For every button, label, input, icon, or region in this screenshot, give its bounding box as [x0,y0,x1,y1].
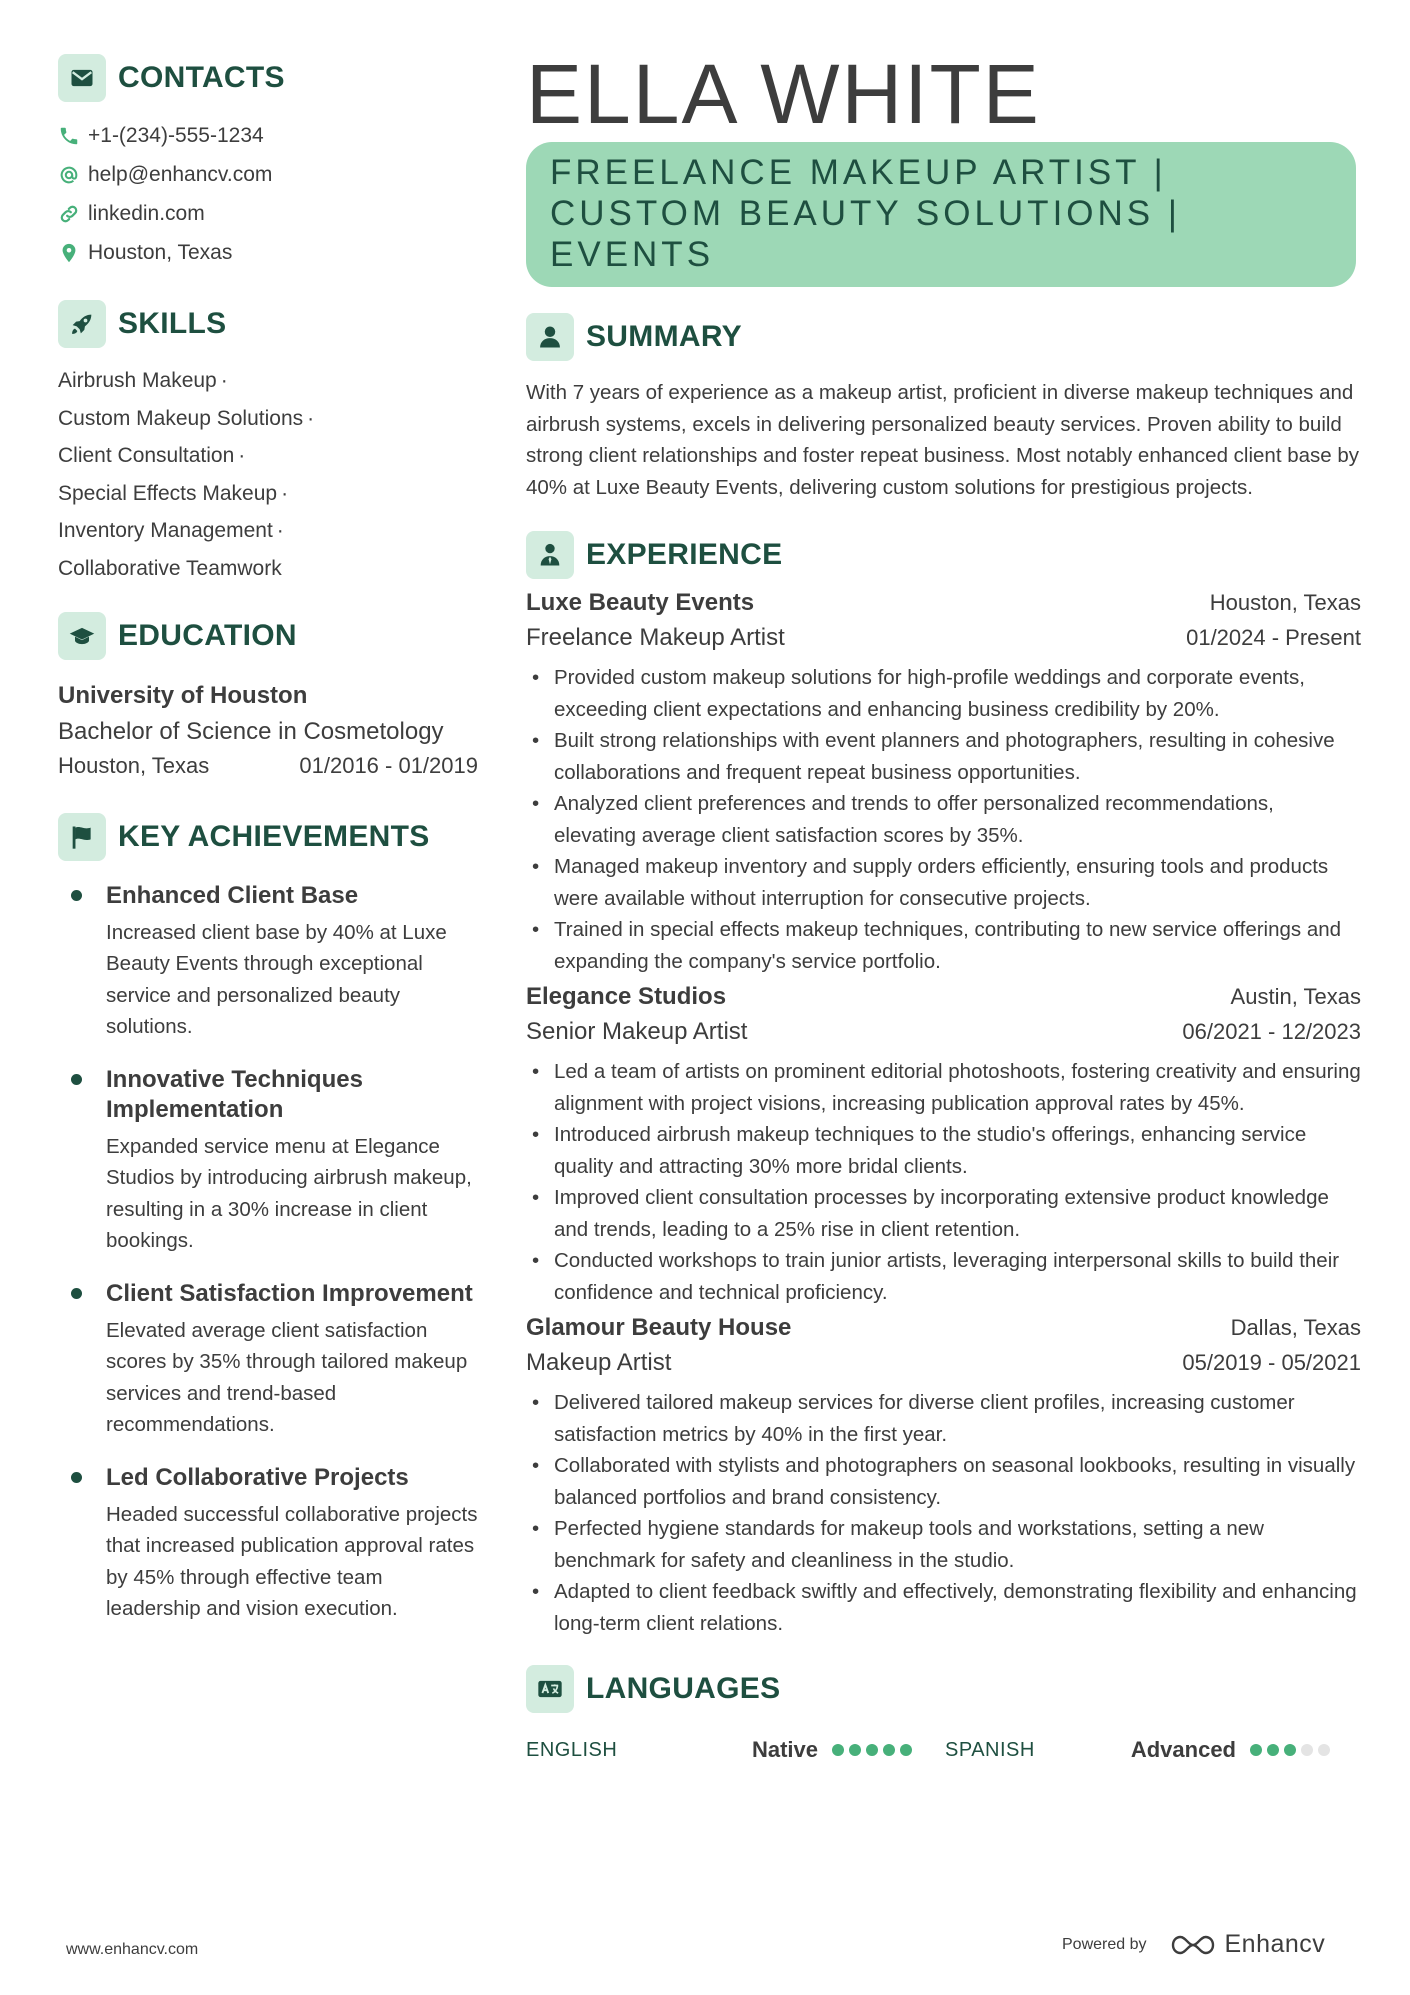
bullet-dot [71,890,82,901]
achievement-item [58,1279,478,1441]
envelope-icon [58,54,106,102]
skill-item: Airbrush Makeup · [58,369,228,392]
job-bullet: • Delivered tailored makeup services for diverse client profiles, increasing customer satisfaction metrics by 40% in the first year. [526,1387,1361,1450]
skill-item: Custom Makeup Solutions · [58,406,315,430]
education-degree: Bachelor of Science in Cosmetology [58,717,444,745]
section-title: SKILLS [118,307,227,340]
job-location: Austin, Texas [1230,984,1361,1009]
achievement-desc: Expanded service menu at Elegance Studios by introducing airbrush makeup, resulting in a 30% increase in client bookings. [106,1134,472,1253]
job-entry [526,983,1361,1308]
contact-location [58,233,478,272]
job-dates: 06/2021 - 12/2023 [1182,1019,1361,1044]
skills-header [58,300,478,348]
job-location: Dallas, Texas [1230,1315,1361,1340]
level-dot-filled [883,1744,895,1756]
summary-text: With 7 years of experience as a makeup artist, proficient in diverse makeup techniques and airbrush systems, excels in delivering personalized beauty services. Proven ability to build strong client relationships and foster repeat business. Most notably enhanced client base by 40% at Luxe Beauty Events, delivering custom solutions for prestigious projects. [526,381,1360,499]
level-dot-empty [1318,1744,1330,1756]
level-dot-empty [1301,1744,1313,1756]
graduation-cap-icon [58,612,106,660]
achievement-title: Enhanced Client Base [106,881,359,909]
language-level: Native [751,1737,818,1762]
job-bullets [526,662,1361,977]
title-band [526,142,1356,287]
level-dot-filled [832,1744,844,1756]
achievement-item [58,1065,478,1257]
job-company: Luxe Beauty Events [526,589,755,616]
user-icon [526,313,574,361]
job-bullets [526,1387,1361,1639]
language-dots [832,1744,917,1756]
level-dot-filled [866,1744,878,1756]
job-bullet: • Trained in special effects makeup techniques, contributing to new service offerings and expanding the company's service portfolio. [526,914,1361,977]
job-entry [526,1314,1361,1639]
job-bullet: • Built strong relationships with event planners and photographers, resulting in cohesive collaborations and frequent repeat business opportunities. [526,725,1361,788]
section-title: LANGUAGES [586,1672,781,1705]
experience-header [526,531,1361,579]
job-company: Glamour Beauty House [526,1314,792,1341]
job-company: Elegance Studios [526,983,727,1010]
bullet-dot [71,1288,82,1299]
education-location: Houston, Texas [58,752,210,778]
achievement-item [58,881,478,1043]
phone-text: +1-(234)-555-1234 [88,123,264,147]
job-entry [526,589,1361,977]
job-bullet: • Collaborated with stylists and photographers on seasonal lookbooks, resulting in visually balanced portfolios and brand consistency. [526,1450,1361,1513]
candidate-title: FREELANCE MAKEUP ARTIST | CUSTOM BEAUTY SOLUTIONS | EVENTS [550,153,1181,274]
achievement-desc: Increased client base by 40% at Luxe Beauty Events through exceptional service and personalized beauty solutions. [106,920,447,1039]
level-dot-filled [1250,1744,1262,1756]
achievements-list [58,881,478,1625]
skill-item: Inventory Management · [58,519,284,543]
location-text: Houston, Texas [88,240,233,264]
rocket-icon [58,300,106,348]
job-location: Houston, Texas [1209,590,1361,615]
linkedin-text: linkedin.com [88,201,205,225]
job-bullets [526,1056,1361,1308]
education-meta [58,753,478,779]
achievement-title: Client Satisfaction Improvement [106,1279,473,1307]
link-icon [58,203,80,225]
language-level: Advanced [1130,1737,1236,1762]
contact-list [58,116,478,272]
job-bullet: • Provided custom makeup solutions for high-profile weddings and corporate events, exceeding client expectations and enhancing business credibility by 20%. [526,662,1361,725]
language-dots [1250,1744,1335,1756]
achievement-title: Led Collaborative Projects [106,1463,409,1491]
left-column [58,54,478,1647]
brand-name: Enhancv [1224,1930,1326,1958]
email-text: help@enhancv.com [88,162,273,186]
powered-by-text: Powered by [1062,1935,1147,1953]
footer-website[interactable]: www.enhancv.com [66,1941,199,1958]
language-name: SPANISH [945,1738,1035,1761]
job-bullet: • Perfected hygiene standards for makeup tools and workstations, setting a new benchmark for safety and cleanliness in the studio. [526,1513,1361,1576]
job-role: Senior Makeup Artist [526,1018,748,1045]
contact-phone[interactable] [58,116,478,155]
summary-header [526,313,1361,361]
enhancv-logo-icon [1169,1932,1217,1958]
section-title: CONTACTS [118,61,285,94]
section-title: EXPERIENCE [586,538,783,571]
phone-icon [58,125,80,147]
skill-item: Client Consultation · [58,444,246,468]
job-role: Makeup Artist [526,1349,672,1376]
skill-item: Collaborative Teamwork [58,556,282,580]
language-name: ENGLISH [526,1738,618,1761]
job-bullet: • Analyzed client preferences and trends to offer personalized recommendations, elevating average client satisfaction scores by 35%. [526,788,1361,851]
map-pin-icon [58,242,80,264]
job-bullet: • Conducted workshops to train junior artists, leveraging interpersonal skills to build their confidence and technical proficiency. [526,1245,1361,1308]
job-dates: 01/2024 - Present [1186,625,1361,650]
level-dot-filled [1284,1744,1296,1756]
job-bullet: • Introduced airbrush makeup techniques to the studio's offerings, enhancing service quality and attracting 30% more bridal clients. [526,1119,1361,1182]
level-dot-filled [849,1744,861,1756]
skill-item: Special Effects Makeup · [58,481,289,505]
education-dates: 01/2016 - 01/2019 [299,752,478,778]
education-header [58,612,478,660]
achievement-desc: Headed successful collaborative projects that increased publication approval rates by 45% through effective team leadership and vision execution. [106,1502,478,1621]
briefcase-user-icon [526,531,574,579]
achievement-desc: Elevated average client satisfaction scores by 35% through tailored makeup services and trend-based recommendations. [106,1318,468,1437]
job-bullet: • Adapted to client feedback swiftly and effectively, demonstrating flexibility and enhancing long-term client relations. [526,1576,1361,1639]
job-dates: 05/2019 - 05/2021 [1182,1350,1361,1375]
job-role: Freelance Makeup Artist [526,624,785,651]
languages-row [526,1735,1361,1765]
skills-list [58,362,478,588]
level-dot-filled [1267,1744,1279,1756]
achievements-header [58,813,478,861]
achievement-title: Innovative Techniques Implementation [106,1065,363,1123]
contact-linkedin[interactable] [58,194,478,233]
right-column [526,47,1361,1765]
footer-branding[interactable] [1062,1930,1325,1959]
job-bullet: • Led a team of artists on prominent editorial photoshoots, fostering creativity and ensuring alignment with project visions, increasing publication approval rates by 45%. [526,1056,1361,1119]
section-title: EDUCATION [118,618,297,652]
contacts-header [58,54,478,102]
bullet-dot [71,1472,82,1483]
language-icon [526,1665,574,1713]
at-icon [58,164,80,186]
flag-icon [58,813,106,861]
job-bullet: • Managed makeup inventory and supply orders efficiently, ensuring tools and products were available without interruption for consecutive projects. [526,851,1361,914]
candidate-name: ELLA WHITE [526,47,1041,141]
level-dot-filled [900,1744,912,1756]
education-school: University of Houston [58,681,308,709]
contact-email[interactable] [58,155,478,194]
section-title: KEY ACHIEVEMENTS [118,819,430,853]
job-bullet: • Improved client consultation processes by incorporating extensive product knowledge and trends, leading to a 25% rise in client retention. [526,1182,1361,1245]
languages-header [526,1665,1361,1713]
bullet-dot [71,1074,82,1085]
section-title: SUMMARY [586,320,742,353]
achievement-item [58,1463,478,1625]
